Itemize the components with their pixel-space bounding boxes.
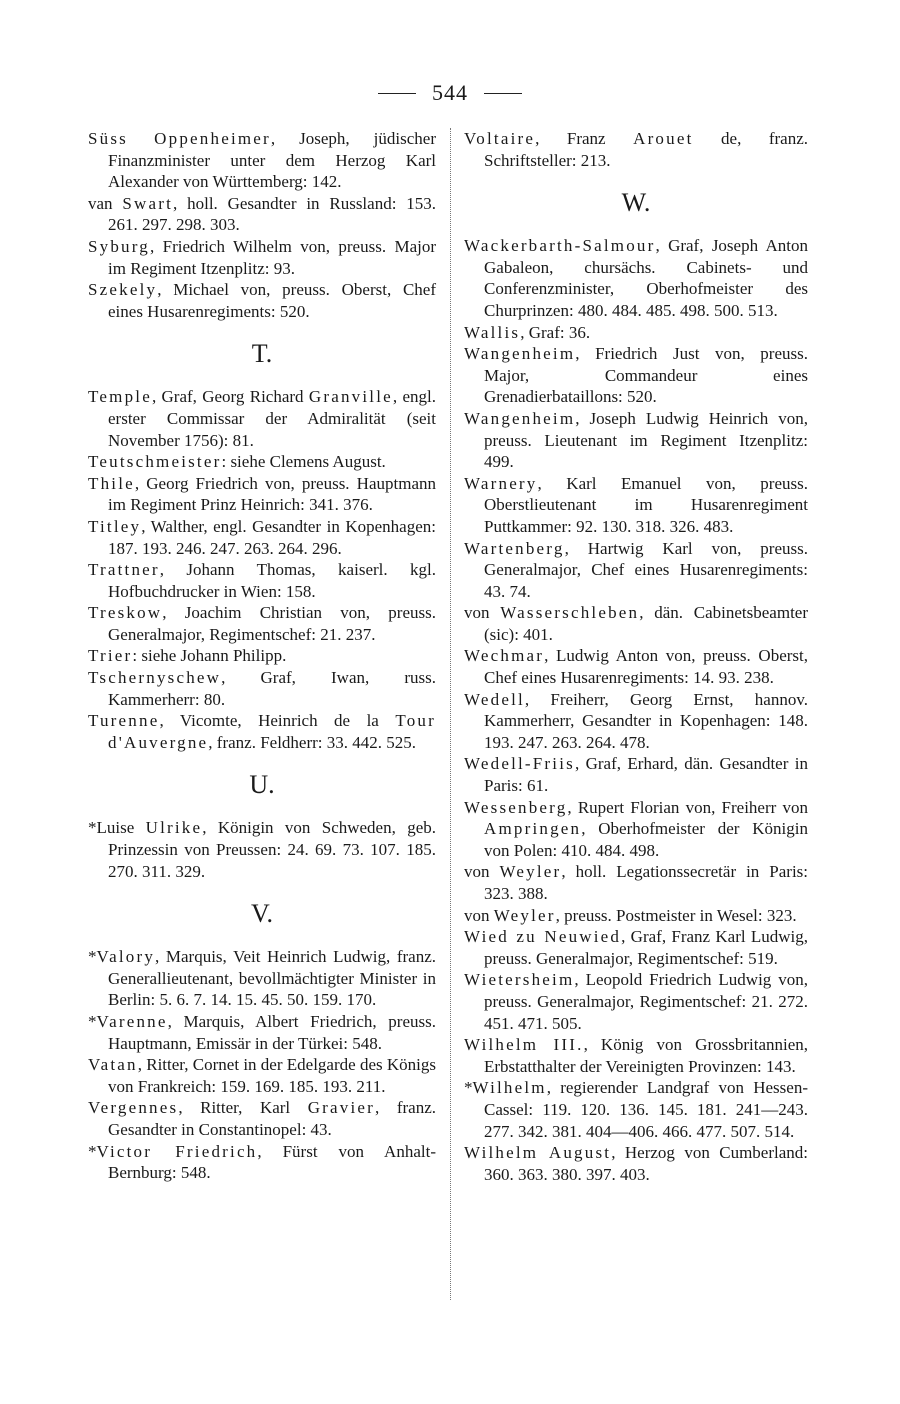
letter-heading: V. bbox=[251, 899, 273, 929]
index-entry bbox=[88, 473, 436, 516]
index-entry bbox=[88, 1054, 436, 1097]
entry-description: , Graf, Iwan, russ. Kammerherr: 80. bbox=[108, 668, 436, 709]
entry-description: : siehe Johann Philipp. bbox=[132, 646, 287, 666]
index-entry bbox=[464, 905, 808, 927]
entry-name: Wallis bbox=[464, 322, 521, 342]
entry-name: Swart bbox=[122, 193, 174, 213]
entry-name: Wied zu Neuwied bbox=[464, 927, 622, 947]
index-entry bbox=[88, 645, 436, 667]
index-entry bbox=[88, 236, 436, 279]
entry-name: Turenne bbox=[88, 711, 160, 731]
entry-description: , Friedrich Wilhelm von, preuss. Major im Regiment Itzenplitz: 93. bbox=[108, 236, 436, 278]
entry-description: , Marquis, Veit Heinrich Ludwig, franz. Generallieutenant, bevollmächtigter Minister in Berlin: 5. 6. 7. 14. 15. 45. 50. 159. 170. bbox=[108, 947, 436, 1010]
index-entry bbox=[464, 645, 808, 688]
entry-name: Teutschmeister bbox=[88, 452, 222, 472]
entry-name: Wilhelm III. bbox=[464, 1035, 584, 1055]
entry-name: Ulrike bbox=[145, 818, 203, 838]
index-entry bbox=[464, 538, 808, 603]
entry-name: Szekely bbox=[88, 280, 158, 300]
entry-name: Wedell-Friis bbox=[464, 754, 575, 774]
index-entry bbox=[464, 235, 808, 321]
letter-heading: W. bbox=[621, 188, 651, 218]
index-entry bbox=[464, 689, 808, 754]
index-entry bbox=[464, 408, 808, 473]
entry-name: Warnery bbox=[464, 473, 538, 493]
entry-name: Wechmar bbox=[464, 646, 545, 666]
entry-description-continued: de, franz. Schriftsteller: 213. bbox=[484, 129, 808, 170]
index-entry bbox=[88, 602, 436, 645]
entry-name: Trattner bbox=[88, 560, 160, 580]
header-rule-left bbox=[378, 93, 416, 94]
index-entry bbox=[464, 969, 808, 1034]
entry-description: , Johann Thomas, kaiserl. kgl. Hofbuchdrucker in Wien: 158. bbox=[108, 560, 436, 601]
header-rule-right bbox=[484, 93, 522, 94]
entry-name-secondary: Ampringen bbox=[484, 819, 582, 839]
entry-name: Trier bbox=[88, 646, 133, 666]
entry-description: , Rupert Florian von, Freiherr von bbox=[567, 797, 808, 817]
entry-name: Weyler bbox=[499, 862, 562, 882]
entry-name-secondary: Tour d'Auvergne bbox=[108, 711, 436, 752]
entry-description: , Joachim Christian von, preuss. Generalmajor, Regimentschef: 21. 237. bbox=[108, 603, 436, 644]
entry-name: Wessenberg bbox=[464, 797, 568, 817]
index-column-left bbox=[88, 128, 436, 1184]
entry-name: Wedell bbox=[464, 689, 525, 709]
index-entry bbox=[88, 386, 436, 451]
entry-name: Temple bbox=[88, 387, 152, 407]
index-entry bbox=[464, 753, 808, 796]
entry-description: , Karl Emanuel von, preuss. Oberstlieutenant im Husarenregiment Puttkammer: 92. 130. 318. 326. 483. bbox=[484, 473, 808, 536]
entry-prefix: von bbox=[464, 905, 494, 925]
entry-description: , Ritter, Karl bbox=[178, 1098, 308, 1118]
index-entry bbox=[88, 946, 436, 1011]
entry-description: , preuss. Postmeister in Wesel: 323. bbox=[555, 905, 797, 925]
entry-name: Wartenberg bbox=[464, 538, 565, 558]
entry-name: Voltaire bbox=[464, 129, 536, 148]
entry-name: Wasserschleben bbox=[500, 603, 640, 623]
index-entry bbox=[88, 128, 436, 193]
entry-description: , Michael von, preuss. Oberst, Chef eines Husarenregiments: 520. bbox=[108, 280, 436, 321]
page-header bbox=[0, 80, 900, 106]
index-entry bbox=[88, 710, 436, 753]
index-entry bbox=[88, 817, 436, 882]
entry-name: Wietersheim bbox=[464, 970, 575, 990]
index-column-right bbox=[464, 128, 808, 1185]
index-entry bbox=[464, 128, 808, 171]
entry-description: , Ritter, Cornet in der Edelgarde des Königs von Frankreich: 159. 169. 185. 193. 211. bbox=[108, 1055, 436, 1096]
index-entry bbox=[88, 667, 436, 710]
entry-name-secondary: Gravier bbox=[307, 1098, 376, 1118]
index-entry bbox=[464, 1034, 808, 1077]
entry-description-continued: , Oberhofmeister der Königin von Polen: 410. 484. 498. bbox=[484, 819, 808, 860]
entry-description: , Graf: 36. bbox=[520, 322, 591, 342]
entry-description: , Joseph Ludwig Heinrich von, preuss. Lieutenant im Regiment Itzenplitz: 499. bbox=[484, 408, 808, 472]
letter-heading: U. bbox=[249, 770, 275, 800]
index-entry bbox=[464, 1077, 808, 1142]
index-entry bbox=[464, 797, 808, 862]
entry-name-secondary: Arouet bbox=[633, 129, 694, 148]
entry-name: Victor Friedrich bbox=[96, 1141, 258, 1161]
index-entry bbox=[464, 322, 808, 344]
index-entry bbox=[88, 1141, 436, 1184]
index-entry bbox=[464, 473, 808, 538]
entry-description: , Graf, Franz Karl Ludwig, preuss. Generalmajor, Regimentschef: 519. bbox=[484, 927, 808, 968]
entry-prefix: * bbox=[88, 947, 97, 967]
entry-description-continued: , franz. Gesandter in Constantinopel: 43. bbox=[108, 1098, 436, 1139]
entry-description: , Graf, Georg Richard bbox=[151, 387, 309, 407]
entry-description: , Walther, engl. Gesandter in Kopenhagen: 187. 193. 246. 247. 263. 264. 296. bbox=[108, 516, 436, 558]
entry-name: Treskow bbox=[88, 603, 163, 623]
entry-description: , Herzog von Cumberland: 360. 363. 380. 397. 403. bbox=[484, 1143, 808, 1184]
entry-name: Vergennes bbox=[88, 1098, 179, 1118]
entry-prefix: * bbox=[464, 1078, 473, 1098]
entry-description-continued: , franz. Feldherr: 33. 442. 525. bbox=[208, 732, 417, 752]
index-entry bbox=[88, 279, 436, 322]
entry-name: Thile bbox=[88, 473, 135, 493]
entry-description: , Fürst von Anhalt-Bernburg: 548. bbox=[108, 1141, 436, 1183]
entry-description: , Friedrich Just von, preuss. Major, Commandeur eines Grenadierbataillons: 520. bbox=[484, 344, 808, 407]
index-entry bbox=[464, 1142, 808, 1185]
entry-name: Varenne bbox=[96, 1012, 168, 1031]
index-entry bbox=[464, 926, 808, 969]
entry-description: , Graf, Joseph Anton Gabaleon, chursächs. Cabinets- und Conferenzminister, Oberhofmeister des Churprinzen: 480. 484. 485. 498. 500. 513. bbox=[484, 236, 808, 320]
entry-name: Weyler bbox=[493, 905, 556, 925]
entry-description: , Hartwig Karl von, preuss. Generalmajor, Chef eines Husarenregiments: 43. 74. bbox=[484, 538, 808, 601]
entry-description: , regierender Landgraf von Hessen-Cassel: 119. 120. 136. 145. 181. 241—243. 277. 342. 381. 404—406. 466. 477. 507. 514. bbox=[484, 1078, 808, 1141]
entry-name: Valory bbox=[96, 947, 156, 967]
entry-description: , holl. Legationssecretär in Paris: 323. 388. bbox=[484, 862, 809, 903]
entry-prefix: * bbox=[88, 1012, 97, 1031]
entry-description: , Franz bbox=[535, 129, 634, 148]
index-entry bbox=[88, 193, 436, 236]
entry-name: Wangenheim bbox=[464, 408, 576, 428]
entry-description: , Leopold Friedrich Ludwig von, preuss. Generalmajor, Regimentschef: 21. 272. 451. 471. 505. bbox=[484, 970, 808, 1033]
index-entry bbox=[88, 451, 436, 473]
column-divider bbox=[450, 128, 451, 1300]
entry-name: Wilhelm August bbox=[464, 1143, 612, 1163]
entry-description: , Georg Friedrich von, preuss. Hauptmann im Regiment Prinz Heinrich: 341. 376. bbox=[108, 473, 436, 515]
index-entry bbox=[88, 516, 436, 559]
entry-name: Tschernyschew bbox=[88, 668, 222, 688]
entry-description: , holl. Gesandter in Russland: 153. 261. 297. 298. 303. bbox=[108, 193, 436, 235]
entry-name: Vatan bbox=[88, 1055, 138, 1075]
index-entry bbox=[88, 1011, 436, 1054]
entry-description: : siehe Clemens August. bbox=[221, 452, 386, 472]
entry-name: Wackerbarth-Salmour bbox=[464, 236, 656, 256]
entry-name: Wangenheim bbox=[464, 344, 576, 364]
entry-name-secondary: Granville bbox=[308, 387, 393, 407]
entry-description: , König von Grossbritannien, Erbstatthalter der Vereinigten Provinzen: 143. bbox=[484, 1035, 809, 1076]
letter-heading: T. bbox=[251, 339, 273, 369]
entry-name: Süss Oppenheimer bbox=[88, 129, 271, 148]
index-entry bbox=[464, 602, 808, 645]
entry-description: , Königin von Schweden, geb. Prinzessin von Preussen: 24. 69. 73. 107. 185. 270. 311. 329. bbox=[108, 818, 436, 881]
page-number: 544 bbox=[432, 80, 468, 105]
entry-name: Syburg bbox=[88, 236, 151, 256]
entry-prefix: *Luise bbox=[88, 818, 146, 838]
entry-prefix: von bbox=[464, 862, 500, 882]
entry-description: , Graf, Erhard, dän. Gesandter in Paris: 61. bbox=[484, 754, 808, 796]
index-entry bbox=[88, 1097, 436, 1140]
index-entry bbox=[88, 559, 436, 602]
entry-prefix: von bbox=[464, 603, 501, 623]
entry-description: , Freiherr, Georg Ernst, hannov. Kammerherr, Gesandter in Kopenhagen: 148. 193. 247. 263. 264. 478. bbox=[484, 689, 808, 752]
entry-description: , Ludwig Anton von, preuss. Oberst, Chef eines Husarenregiments: 14. 93. 238. bbox=[484, 646, 808, 688]
entry-prefix: * bbox=[88, 1141, 97, 1161]
entry-description: , Marquis, Albert Friedrich, preuss. Hauptmann, Emissär in der Türkei: 548. bbox=[108, 1012, 436, 1053]
entry-description: , Vicomte, Heinrich de la bbox=[159, 711, 396, 731]
entry-description: , dän. Cabinetsbeamter (sic): 401. bbox=[484, 603, 809, 644]
entry-prefix: van bbox=[88, 193, 123, 213]
index-entry bbox=[464, 861, 808, 904]
entry-name: Titley bbox=[88, 516, 142, 536]
entry-description-continued: , engl. erster Commissar der Admiralität (seit November 1756): 81. bbox=[108, 387, 436, 450]
entry-name: Wilhelm bbox=[472, 1078, 547, 1098]
index-entry bbox=[464, 343, 808, 408]
entry-description: , Joseph, jüdischer Finanzminister unter dem Herzog Karl Alexander von Württemberg: 142. bbox=[108, 129, 436, 192]
